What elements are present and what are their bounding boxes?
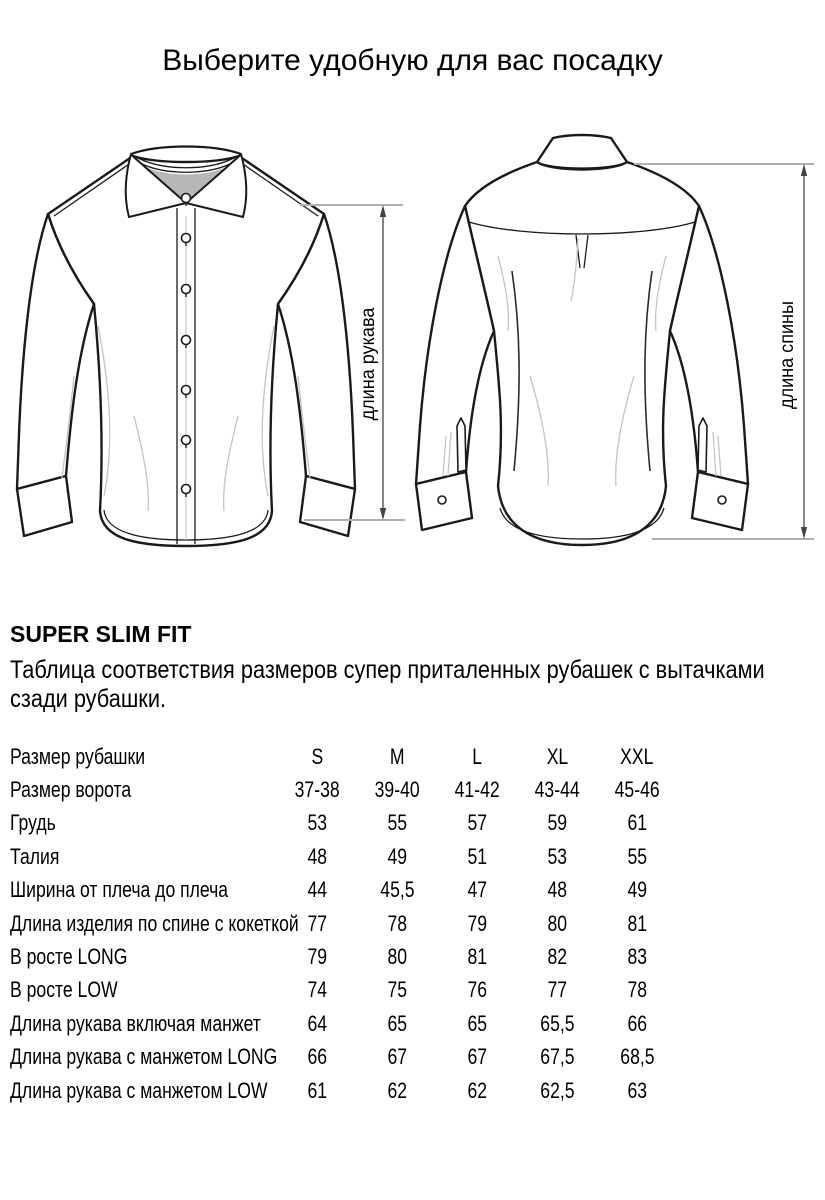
table-row: [10, 1007, 677, 1040]
cell-value: 82: [547, 944, 567, 970]
cell-value: 55: [387, 810, 407, 836]
cell-value: 62,5: [539, 1077, 575, 1103]
fit-description: [10, 656, 810, 714]
cell-value: 81: [627, 910, 647, 936]
size-column-m: M: [389, 743, 405, 769]
cell-value: 47: [467, 877, 487, 903]
cell-value: 63: [627, 1077, 647, 1103]
cell-value: 53: [547, 843, 567, 869]
cell-value: 83: [627, 944, 647, 970]
sleeve-length-label: длина рукава: [358, 307, 379, 421]
cell-value: 43-44: [534, 777, 580, 803]
size-table-body: [10, 773, 677, 1107]
cell-value: 68,5: [619, 1044, 655, 1070]
cell-value: 65,5: [539, 1010, 575, 1036]
cell-value: 39-40: [374, 777, 420, 803]
cell-value: 59: [547, 810, 567, 836]
cell-value: 76: [467, 977, 487, 1003]
table-row: [10, 940, 677, 973]
fit-description-line1: Таблица соответствия размеров супер приталенных рубашек с вытачками: [10, 656, 765, 684]
fit-description-line2: сзади рубашки.: [10, 685, 167, 713]
table-row: [10, 1041, 677, 1074]
cell-value: 48: [547, 877, 567, 903]
size-table: [10, 740, 677, 1107]
size-table-header-label: Размер рубашки: [10, 743, 146, 769]
row-label: Размер ворота: [10, 777, 132, 803]
cell-value: 66: [627, 1010, 647, 1036]
cell-value: 62: [387, 1077, 407, 1103]
cell-value: 65: [387, 1010, 407, 1036]
dimension-lines: [0, 0, 825, 580]
cell-value: 65: [467, 1010, 487, 1036]
cell-value: 53: [307, 810, 327, 836]
cell-value: 51: [467, 843, 487, 869]
page-title: Выберите удобную для вас посадку: [162, 44, 663, 77]
size-column-xl: XL: [546, 743, 568, 769]
cell-value: 64: [307, 1010, 327, 1036]
table-row: [10, 907, 677, 940]
size-column-s: S: [311, 743, 323, 769]
cell-value: 79: [307, 944, 327, 970]
cell-value: 61: [627, 810, 647, 836]
table-row: [10, 840, 677, 873]
cell-value: 67: [387, 1044, 407, 1070]
size-column-l: L: [472, 743, 482, 769]
row-label: Длина рукава с манжетом LOW: [10, 1077, 268, 1103]
cell-value: 66: [307, 1044, 327, 1070]
cell-value: 62: [467, 1077, 487, 1103]
size-table-header-row: [10, 740, 677, 773]
cell-value: 41-42: [454, 777, 500, 803]
cell-value: 37-38: [294, 777, 340, 803]
cell-value: 74: [307, 977, 327, 1003]
cell-value: 78: [627, 977, 647, 1003]
cell-value: 45-46: [614, 777, 660, 803]
row-label: В росте LOW: [10, 977, 118, 1003]
cell-value: 61: [307, 1077, 327, 1103]
table-row: [10, 807, 677, 840]
cell-value: 77: [307, 910, 327, 936]
cell-value: 75: [387, 977, 407, 1003]
table-row: [10, 974, 677, 1007]
cell-value: 48: [307, 843, 327, 869]
cell-value: 57: [467, 810, 487, 836]
cell-value: 80: [387, 944, 407, 970]
row-label: Талия: [10, 843, 60, 869]
cell-value: 80: [547, 910, 567, 936]
row-label: В росте LONG: [10, 944, 128, 970]
back-length-label: длина спины: [777, 300, 798, 410]
row-label: Длина рукава с манжетом LONG: [10, 1044, 278, 1070]
cell-value: 49: [387, 843, 407, 869]
cell-value: 77: [547, 977, 567, 1003]
row-label: Ширина от плеча до плеча: [10, 877, 229, 903]
row-label: Грудь: [10, 810, 56, 836]
cell-value: 79: [467, 910, 487, 936]
cell-value: 55: [627, 843, 647, 869]
row-label: Длина рукава включая манжет: [10, 1010, 261, 1036]
cell-value: 78: [387, 910, 407, 936]
cell-value: 49: [627, 877, 647, 903]
table-row: [10, 1074, 677, 1107]
row-label: Длина изделия по спине с кокеткой: [10, 910, 299, 936]
cell-value: 81: [467, 944, 487, 970]
cell-value: 45,5: [379, 877, 415, 903]
size-column-xxl: XXL: [620, 743, 654, 769]
fit-heading: SUPER SLIM FIT: [10, 621, 192, 647]
table-row: [10, 874, 677, 907]
cell-value: 67,5: [539, 1044, 575, 1070]
cell-value: 67: [467, 1044, 487, 1070]
shirt-figure: [0, 0, 825, 580]
cell-value: 44: [307, 877, 327, 903]
table-row: [10, 773, 677, 806]
